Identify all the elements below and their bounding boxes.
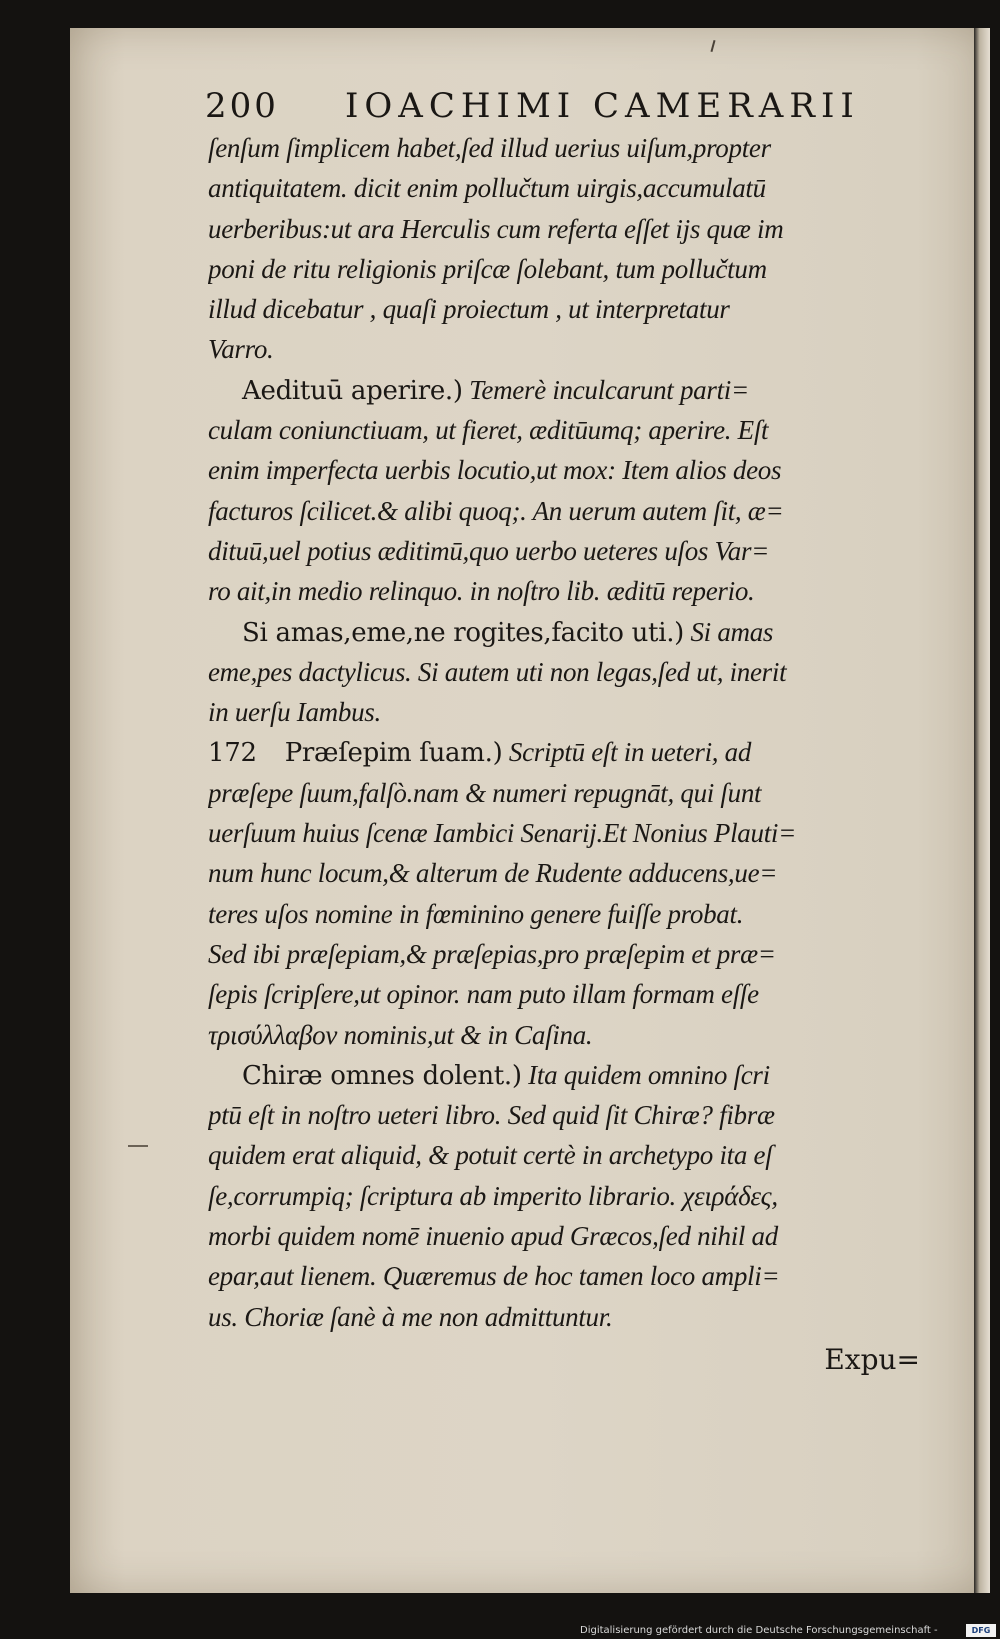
lemma: Si amas,eme,ne rogites,facito uti.) (242, 617, 685, 648)
text-line: Varro. (208, 334, 274, 365)
text-line: illud dicebatur , quaſi proiectum , ut interpretatur (208, 294, 730, 325)
lemma: Præſepim ſuam.) (284, 738, 503, 769)
lemma-line (208, 732, 920, 772)
text-line: num hunc locum,& alterum de Rudente adducens,ue= (208, 858, 778, 889)
text-line: poni de ritu religionis priſcæ ſolebant, tum pollučtum (208, 253, 767, 284)
text-line: in uerſu Iambus. (208, 697, 381, 728)
text-line: morbi quidem nomē inuenio apud Græcos,ſed nihil ad (208, 1221, 778, 1252)
dfg-logo: DFG (966, 1624, 996, 1637)
text-line: uerſuum huius ſcenæ Iambici Senarij.Et Nonius Plauti= (208, 818, 797, 849)
text-line: ro ait,in medio relinquo. in noſtro lib. æditū reperio. (208, 576, 755, 607)
digitization-credit: Digitalisierung gefördert durch die Deutsche Forschungsgemeinschaft - (580, 1625, 938, 1636)
running-title: IOACHIMI CAMERARII (345, 86, 860, 126)
page-edge (974, 28, 990, 1593)
text-line: enim imperfecta uerbis locutio,ut mox: Item alios deos (208, 455, 782, 486)
commentary: Scriptū eſt in ueteri, ad (502, 737, 752, 768)
lemma-line (208, 370, 920, 410)
lemma-line (208, 1055, 920, 1095)
margin-mark (128, 1145, 148, 1147)
text-line: præſepe ſuum,falſò.nam & numeri repugnāt, qui ſunt (208, 777, 762, 808)
commentary: Si amas (684, 616, 774, 647)
running-head (205, 80, 895, 134)
text-line: ſe,corrumpiq; ſcriptura ab imperito librario. χειράδες, (208, 1180, 778, 1211)
text-line: τρισύλλαβον nominis,ut & in Caſina. (208, 1019, 593, 1050)
text-line: culam coniunctiuam, ut fieret, æditūumq; aperire. Eſt (208, 415, 769, 446)
text-line: uerberibus:ut ara Herculis cum referta eſſet ijs quæ im (208, 213, 784, 244)
text-line: facturos ſcilicet.& alibi quoq;. An uerum autem ſit, æ= (208, 495, 784, 526)
text-line: ptū eſt in noſtro ueteri libro. Sed quid ſit Chiræ? fibræ (208, 1100, 775, 1131)
text-line: ſenſum ſimplicem habet,ſed illud uerius uiſum,propter (208, 133, 771, 163)
text-line: epar,aut lienem. Quæremus de hoc tamen loco ampli= (208, 1261, 780, 1292)
commentary: Ita quidem omnino ſcri (521, 1059, 770, 1090)
text-line: antiquitatem. dicit enim pollučtum uirgis,accumulatū (208, 173, 766, 204)
text-line: ſepis ſcripſere,ut opinor. nam puto illam formam eſſe (208, 979, 759, 1010)
text-line: quidem erat aliquid, & potuit certè in archetypo ita eſ (208, 1140, 773, 1171)
lemma: Chiræ omnes dolent.) (242, 1060, 522, 1091)
text-line: Sed ibi præſepiam,& præſepias,pro præſepim et præ= (208, 938, 776, 969)
text-line: us. Choriæ ſanè à me non admittuntur. (208, 1301, 613, 1332)
lemma-line (208, 612, 920, 652)
page-number: 200 (205, 86, 279, 126)
text-line: teres uſos nomine in fœminino genere fuiſſe probat. (208, 898, 744, 929)
text-line: dituū,uel potius æditimū,quo uerbo ueteres uſos Var= (208, 535, 770, 566)
body-text (208, 128, 920, 1376)
verse-number: 172 (208, 738, 257, 769)
lemma: Aedituū aperire.) (242, 375, 463, 406)
commentary: Temerè inculcarunt parti= (462, 374, 749, 405)
text-line: eme,pes dactylicus. Si autem uti non legas,ſed ut, inerit (208, 656, 787, 687)
catchword: Expu= (824, 1342, 920, 1376)
